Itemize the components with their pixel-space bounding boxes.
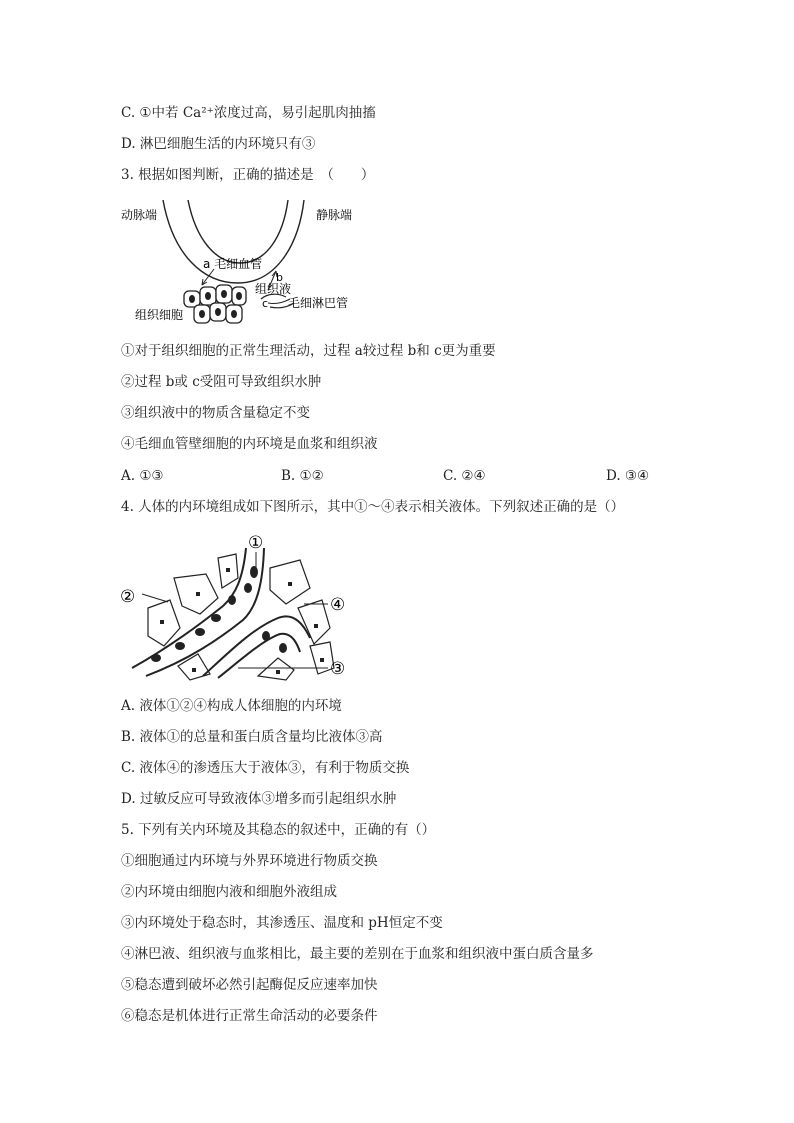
tissue-cells: [184, 285, 246, 323]
q3-option-d: D. ③④: [606, 468, 650, 484]
blood-cells: [151, 566, 287, 662]
label-liquid-1: ①: [248, 533, 264, 553]
label-vein-end: 静脉端: [316, 208, 353, 222]
capillary-wall-lower: [146, 548, 264, 676]
q4-option-c: C. 液体④的渗透压大于液体③，有利于物质交换: [121, 760, 410, 776]
q3-statement-4: ④毛细血管壁细胞的内环境是血浆和组织液: [121, 436, 378, 452]
q2-option-d: D. 淋巴细胞生活的内环境只有③: [121, 136, 316, 152]
capillary-inner-wall: [188, 200, 288, 263]
q5-statement-3: ③内环境处于稳态时，其渗透压、温度和 pH恒定不变: [121, 915, 443, 931]
q3-figure: [118, 195, 378, 330]
q5-statement-1: ①细胞通过内环境与外界环境进行物质交换: [121, 853, 378, 869]
q5-statement-5: ⑤稳态遭到破坏必然引起酶促反应速率加快: [121, 977, 378, 993]
label-b: b: [276, 271, 283, 284]
q2-option-c: C. ①中若 Ca²⁺浓度过高，易引起肌肉抽搐: [121, 105, 376, 121]
q4-option-d: D. 过敏反应可导致液体③增多而引起组织水肿: [121, 791, 397, 807]
label-tissue-cell: 组织细胞: [135, 308, 184, 322]
q4-option-a: A. 液体①②④构成人体细胞的内环境: [121, 698, 342, 714]
lymph-vessel-wall-lower: [218, 634, 300, 678]
leader-line-2: [142, 594, 168, 602]
label-liquid-3: ③: [330, 659, 346, 679]
label-artery-end: 动脉端: [121, 208, 158, 222]
label-liquid-2: ②: [120, 587, 136, 607]
label-lymph-capillary: 毛细淋巴管: [288, 296, 349, 310]
q5-statement-4: ④淋巴液、组织液与血浆相比，最主要的差别在于血浆和组织液中蛋白质含量多: [121, 946, 594, 962]
lymph-vessel-wall-upper: [203, 616, 310, 676]
q3-stem: 3. 根据如图判断，正确的描述是 （ ）: [121, 167, 375, 183]
q5-statement-6: ⑥稳态是机体进行正常生命活动的必要条件: [121, 1008, 378, 1024]
q4-option-b: B. 液体①的总量和蛋白质含量均比液体③高: [121, 729, 383, 745]
q3-option-b: B. ①②: [281, 468, 324, 484]
q4-figure: [118, 528, 358, 683]
label-capillary: a 毛细血管: [203, 257, 263, 271]
q3-statement-3: ③组织液中的物质含量稳定不变: [121, 405, 310, 421]
q3-option-c: C. ②④: [443, 468, 486, 484]
label-liquid-4: ④: [330, 595, 346, 615]
arrow-c: [268, 299, 290, 304]
q5-statement-2: ②内环境由细胞内液和细胞外液组成: [121, 884, 337, 900]
q3-option-a: A. ①③: [121, 468, 164, 484]
q5-stem: 5. 下列有关内环境及其稳态的叙述中，正确的有（）: [121, 822, 436, 838]
q3-statement-1: ①对于组织细胞的正常生理活动，过程 a较过程 b和 c更为重要: [121, 343, 496, 359]
label-tissue-fluid: 组织液: [255, 282, 292, 296]
q3-statement-2: ②过程 b或 c受阻可导致组织水肿: [121, 374, 322, 390]
q4-stem: 4. 人体的内环境组成如下图所示，其中①～④表示相关液体。下列叙述正确的是（）: [121, 499, 625, 515]
label-c: c: [262, 297, 269, 310]
